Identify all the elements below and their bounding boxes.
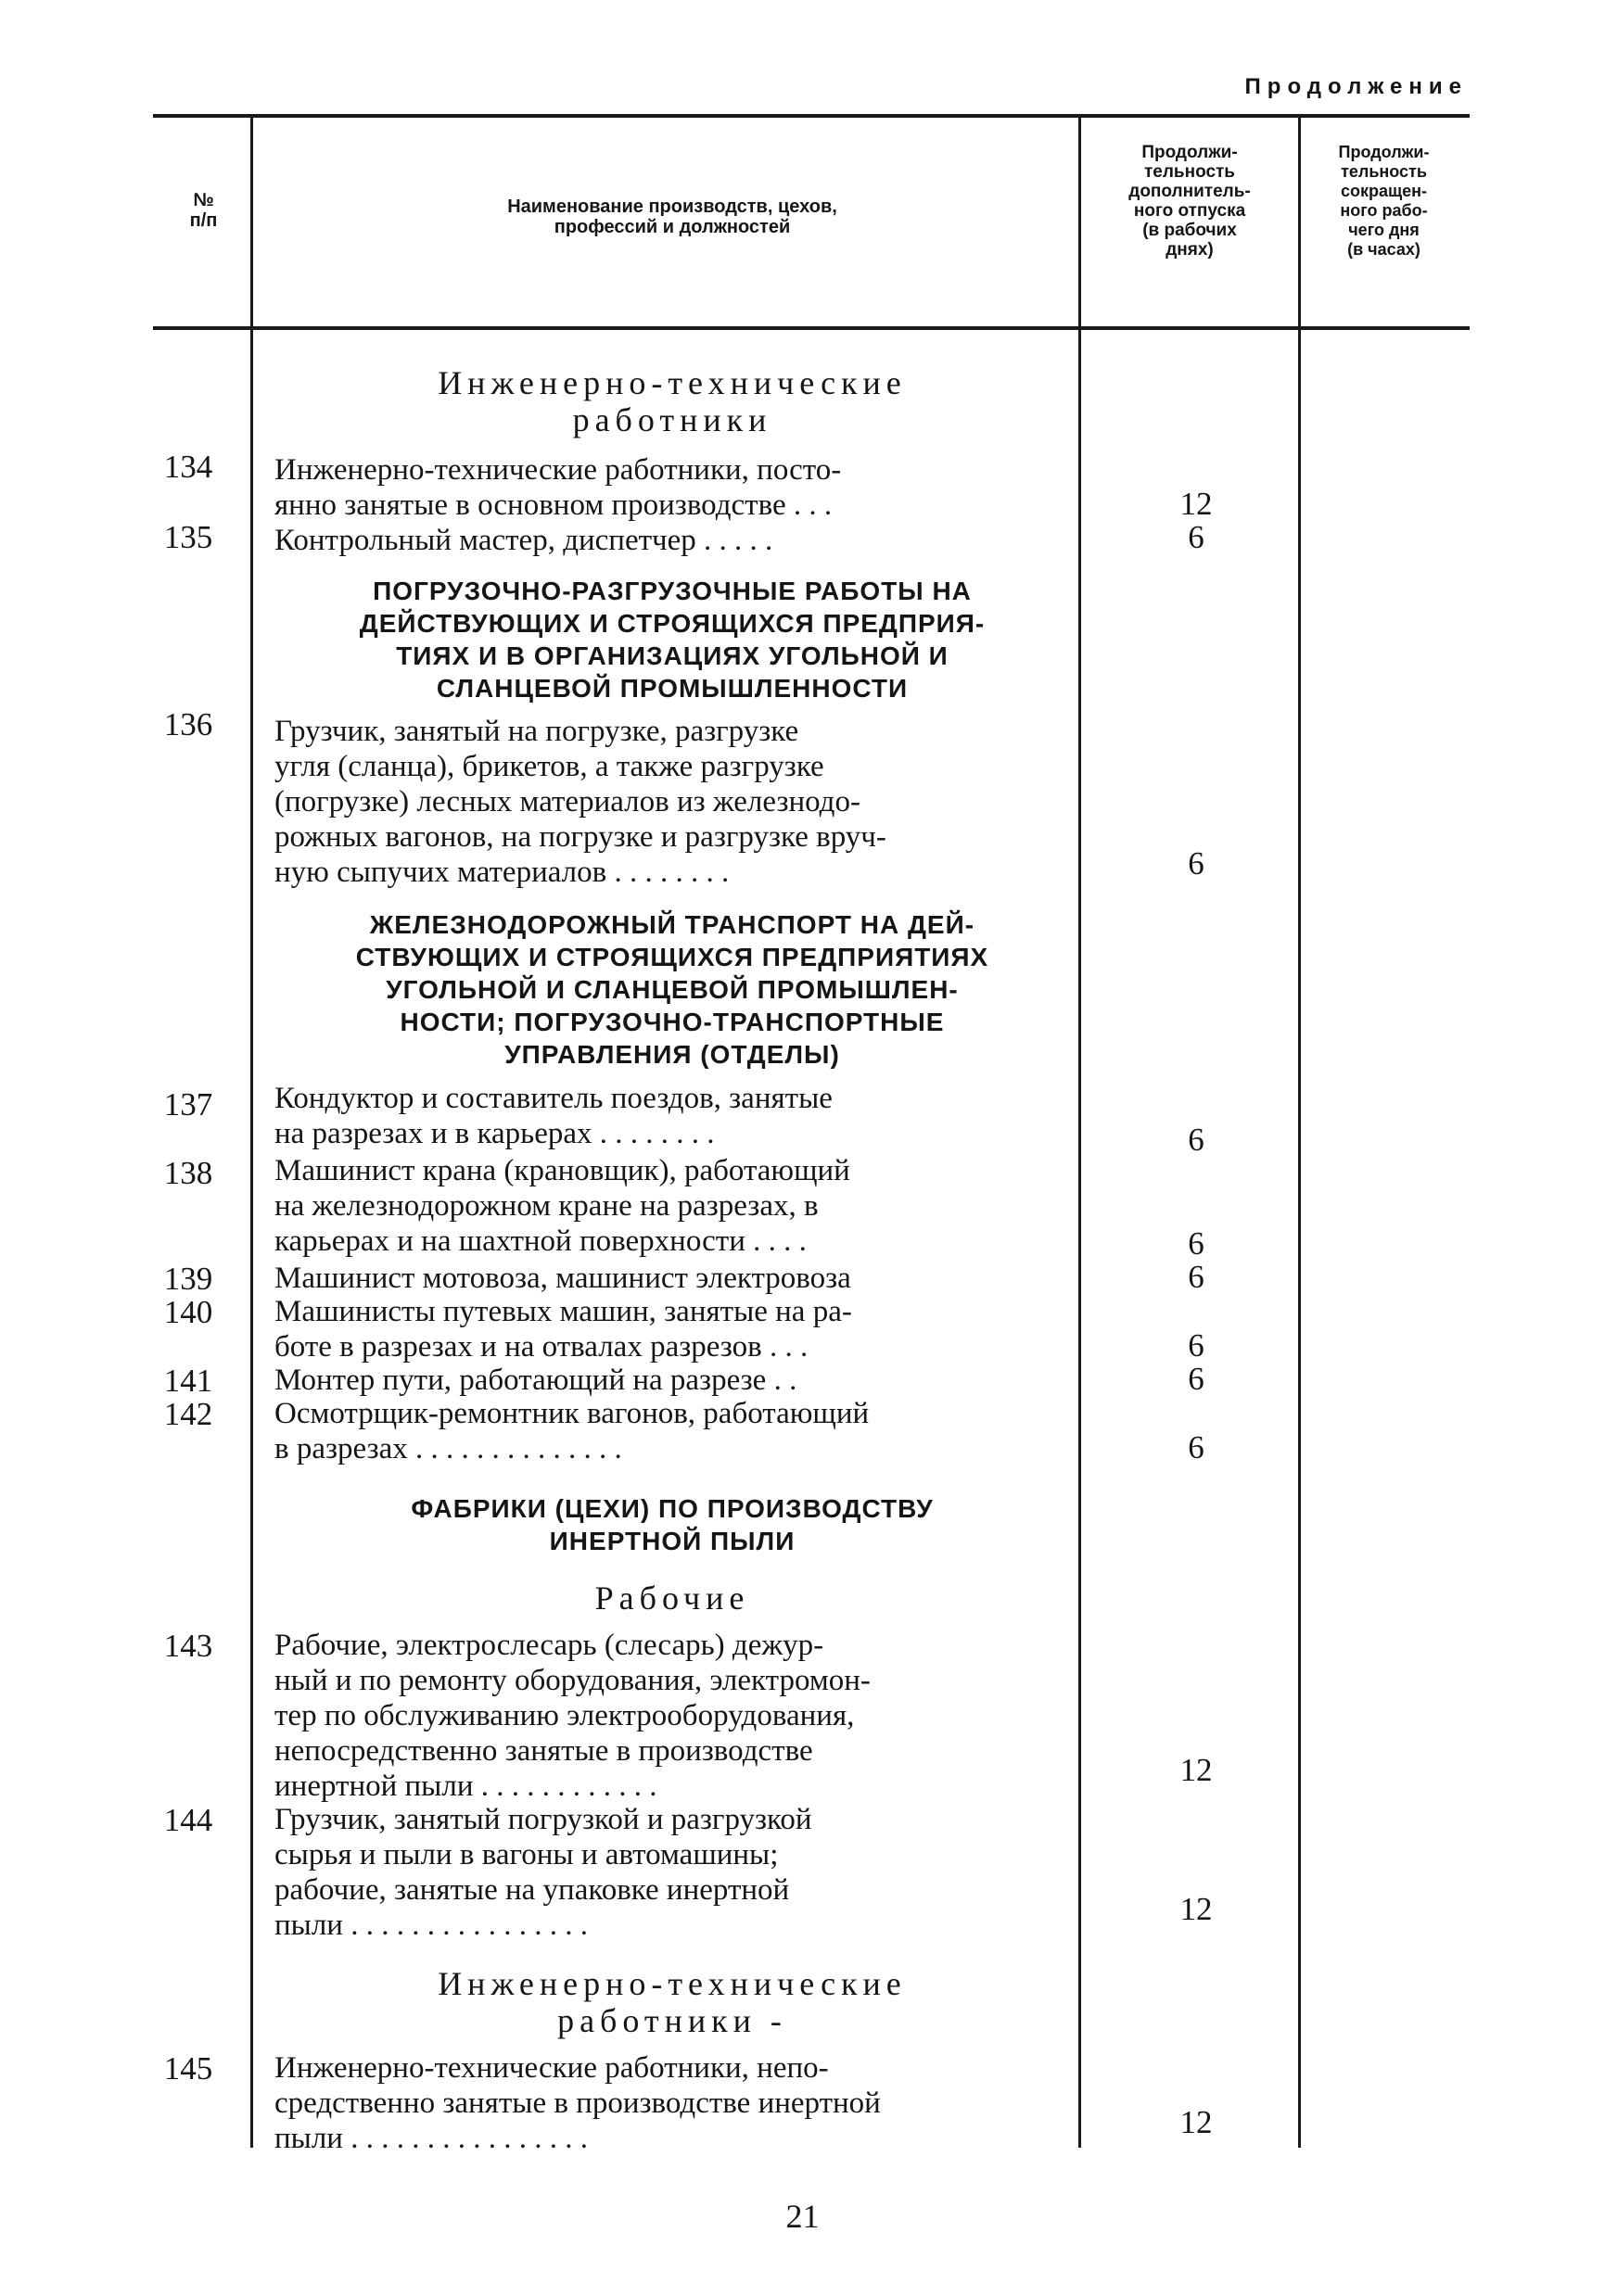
section-heading: ПОГРУЗОЧНО-РАЗГРУЗОЧНЫЕ РАБОТЫ НА ДЕЙСТВУЮЩИХ И СТРОЯЩИХСЯ ПРЕДПРИЯ- ТИЯХ И В ОРГАНИЗАЦИЯХ УГОЛЬНОЙ И СЛАНЦЕВОЙ ПРОМЫШЛЕННОСТИ: [359, 577, 986, 703]
row-name: Инженерно-технические работники, непо- средственно занятые в производстве инертной пыли . . . . . . . . . . . . . . . .: [274, 2051, 881, 2155]
row-leave-days: 12: [1179, 1891, 1213, 1927]
row-leave-days: 12: [1179, 486, 1213, 522]
row-leave-days: 12: [1179, 2104, 1213, 2140]
col-divider-1: [250, 118, 253, 2148]
row-name: Грузчик, занятый погрузкой и разгрузкой сырья и пыли в вагоны и автомашины; рабочие, занятые на упаковке инертной пыли . . . . . . . . . . . . . . . .: [274, 1803, 812, 1942]
row-name: Кондуктор и составитель поездов, занятые на разрезах и в карьерах . . . . . . . .: [274, 1082, 833, 1150]
row-number: 145: [163, 2050, 213, 2087]
row-name: Монтер пути, работающий на разрезе . .: [274, 1364, 797, 1397]
row-leave-days: 6: [1188, 1122, 1204, 1158]
header-col-number: № п/п: [189, 190, 218, 231]
row-leave-days: 6: [1188, 1259, 1204, 1295]
row-number: 142: [163, 1396, 213, 1432]
page-number: 21: [785, 2198, 820, 2235]
row-name: Грузчик, занятый на погрузке, разгрузке угля (сланца), брикетов, а также разгрузке (погрузке) лесных материалов из железнодо- рожных вагонов, на погрузке и разгрузке вруч- ную сыпучих материалов . . . . . . . .: [274, 715, 886, 889]
section-heading: Инженерно-технические работники -: [438, 1965, 907, 2039]
header-col-shortday: Продолжи- тельность сокращен- ного рабо- чего дня (в часах): [1338, 143, 1430, 259]
section-heading: ФАБРИКИ (ЦЕХИ) ПО ПРОИЗВОДСТВУ ИНЕРТНОЙ ПЫЛИ: [411, 1494, 934, 1555]
row-number: 139: [163, 1261, 213, 1297]
row-name: Инженерно-технические работники, посто- янно занятые в основном производстве . . .: [274, 453, 842, 522]
row-leave-days: 6: [1188, 1225, 1204, 1262]
row-name: Машинист крана (крановщик), работающий на железнодорожном кране на разрезах, в карьерах и на шахтной поверхности . . . .: [274, 1154, 850, 1258]
section-heading: Рабочие: [594, 1579, 750, 1617]
continuation-label: Продолжение: [1244, 74, 1468, 99]
row-number: 143: [163, 1628, 213, 1664]
row-number: 144: [163, 1802, 213, 1838]
row-leave-days: 12: [1179, 1752, 1213, 1788]
col-divider-3: [1298, 118, 1301, 2148]
row-name: Осмотрщик-ремонтник вагонов, работающий в разрезах . . . . . . . . . . . . . .: [274, 1397, 870, 1465]
row-name: Рабочие, электрослесарь (слесарь) дежур- ный и по ремонту оборудования, электромон- тер по обслуживанию электрооборудования, непосредственно занятые в производстве инертной пыли . . . . . . . . . . . .: [274, 1629, 871, 1803]
row-name: Машинист мотовоза, машинист электровоза: [274, 1262, 851, 1295]
row-leave-days: 6: [1188, 1327, 1204, 1364]
row-number: 136: [163, 706, 213, 742]
row-leave-days: 6: [1188, 1361, 1204, 1397]
row-leave-days: 6: [1188, 845, 1204, 882]
row-leave-days: 6: [1188, 519, 1204, 555]
row-number: 134: [163, 449, 213, 485]
section-heading: Инженерно-технические работники: [438, 364, 907, 438]
header-bottom-rule: [153, 326, 1470, 330]
row-number: 137: [163, 1086, 213, 1123]
header-top-rule: [153, 114, 1470, 118]
header-col-leave: Продолжи- тельность дополнитель- ного отпуска (в рабочих днях): [1128, 143, 1251, 260]
row-number: 141: [163, 1363, 213, 1399]
row-number: 138: [163, 1155, 213, 1191]
col-divider-2: [1078, 118, 1081, 2148]
row-number: 140: [163, 1294, 213, 1330]
row-name: Машинисты путевых машин, занятые на ра- боте в разрезах и на отвалах разрезов . . .: [274, 1295, 852, 1364]
row-leave-days: 6: [1188, 1429, 1204, 1465]
section-heading: ЖЕЛЕЗНОДОРОЖНЫЙ ТРАНСПОРТ НА ДЕЙ- СТВУЮЩИХ И СТРОЯЩИХСЯ ПРЕДПРИЯТИЯХ УГОЛЬНОЙ И СЛАНЦЕВОЙ ПРОМЫШЛЕН- НОСТИ; ПОГРУЗОЧНО-ТРАНСПОРТНЫЕ УПРАВЛЕНИЯ (ОТДЕЛЫ): [355, 910, 989, 1069]
row-name: Контрольный мастер, диспетчер . . . . .: [274, 524, 773, 557]
header-col-name: Наименование производств, цехов, профессий и должностей: [507, 197, 837, 237]
row-number: 135: [163, 519, 213, 555]
